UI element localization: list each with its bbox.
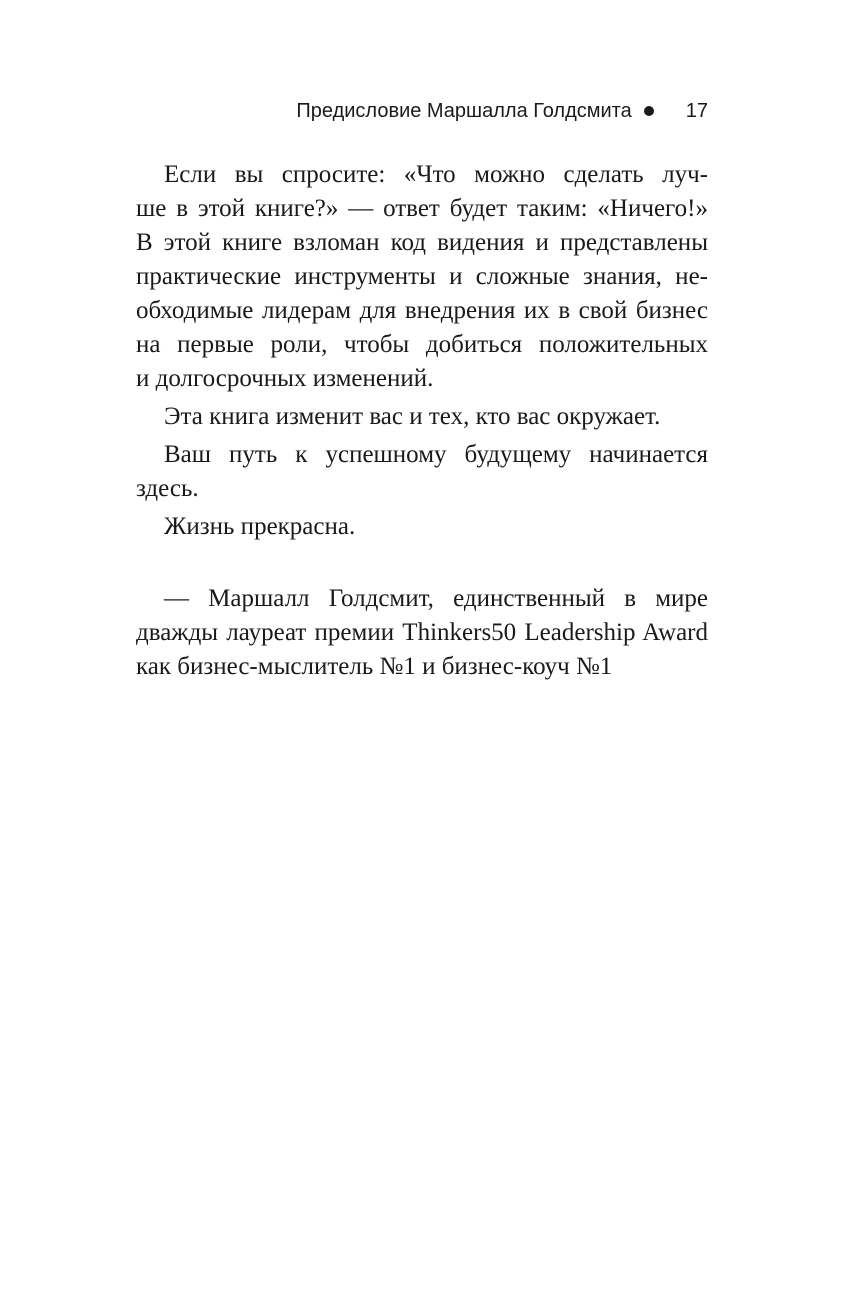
- text-line: Эта книга изменит вас и тех, кто вас окружает.: [164, 403, 661, 430]
- text-line: здесь.: [136, 475, 199, 502]
- page-number: 17: [685, 99, 708, 122]
- text-line: на первые роли, чтобы добиться положительных: [136, 331, 708, 358]
- paragraph-2: [108, 400, 708, 434]
- running-title: Предисловие Маршалла Голдсмита: [296, 99, 632, 122]
- paragraph-1: [108, 158, 708, 396]
- text-line: Жизнь прекрасна.: [164, 513, 356, 540]
- text-line: практические инструменты и сложные знания, не-: [136, 263, 708, 290]
- paragraph-4: [108, 510, 708, 544]
- text-line: обходимые лидерам для внедрения их в свой бизнес: [136, 297, 708, 324]
- text-line: В этой книге взломан код видения и представлены: [136, 229, 708, 256]
- body-text: [108, 158, 708, 684]
- paragraph-3: [108, 438, 708, 506]
- text-line: и долгосрочных изменений.: [136, 365, 434, 392]
- signature-line: как бизнес-мыслитель №1 и бизнес-коуч №1: [136, 653, 613, 680]
- signature-line: дважды лауреат премии Thinkers50 Leadership Award: [136, 619, 708, 646]
- running-header: [296, 96, 708, 126]
- signature: [108, 582, 708, 684]
- signature-line: — Маршалл Голдсмит, единственный в мире: [164, 585, 708, 612]
- text-line: Ваш путь к успешному будущему начинается: [164, 441, 708, 468]
- text-line: ше в этой книге?» — ответ будет таким: «Ничего!»: [136, 195, 708, 222]
- text-line: Если вы спросите: «Что можно сделать луч-: [164, 161, 708, 188]
- bullet-dot-icon: [644, 106, 654, 116]
